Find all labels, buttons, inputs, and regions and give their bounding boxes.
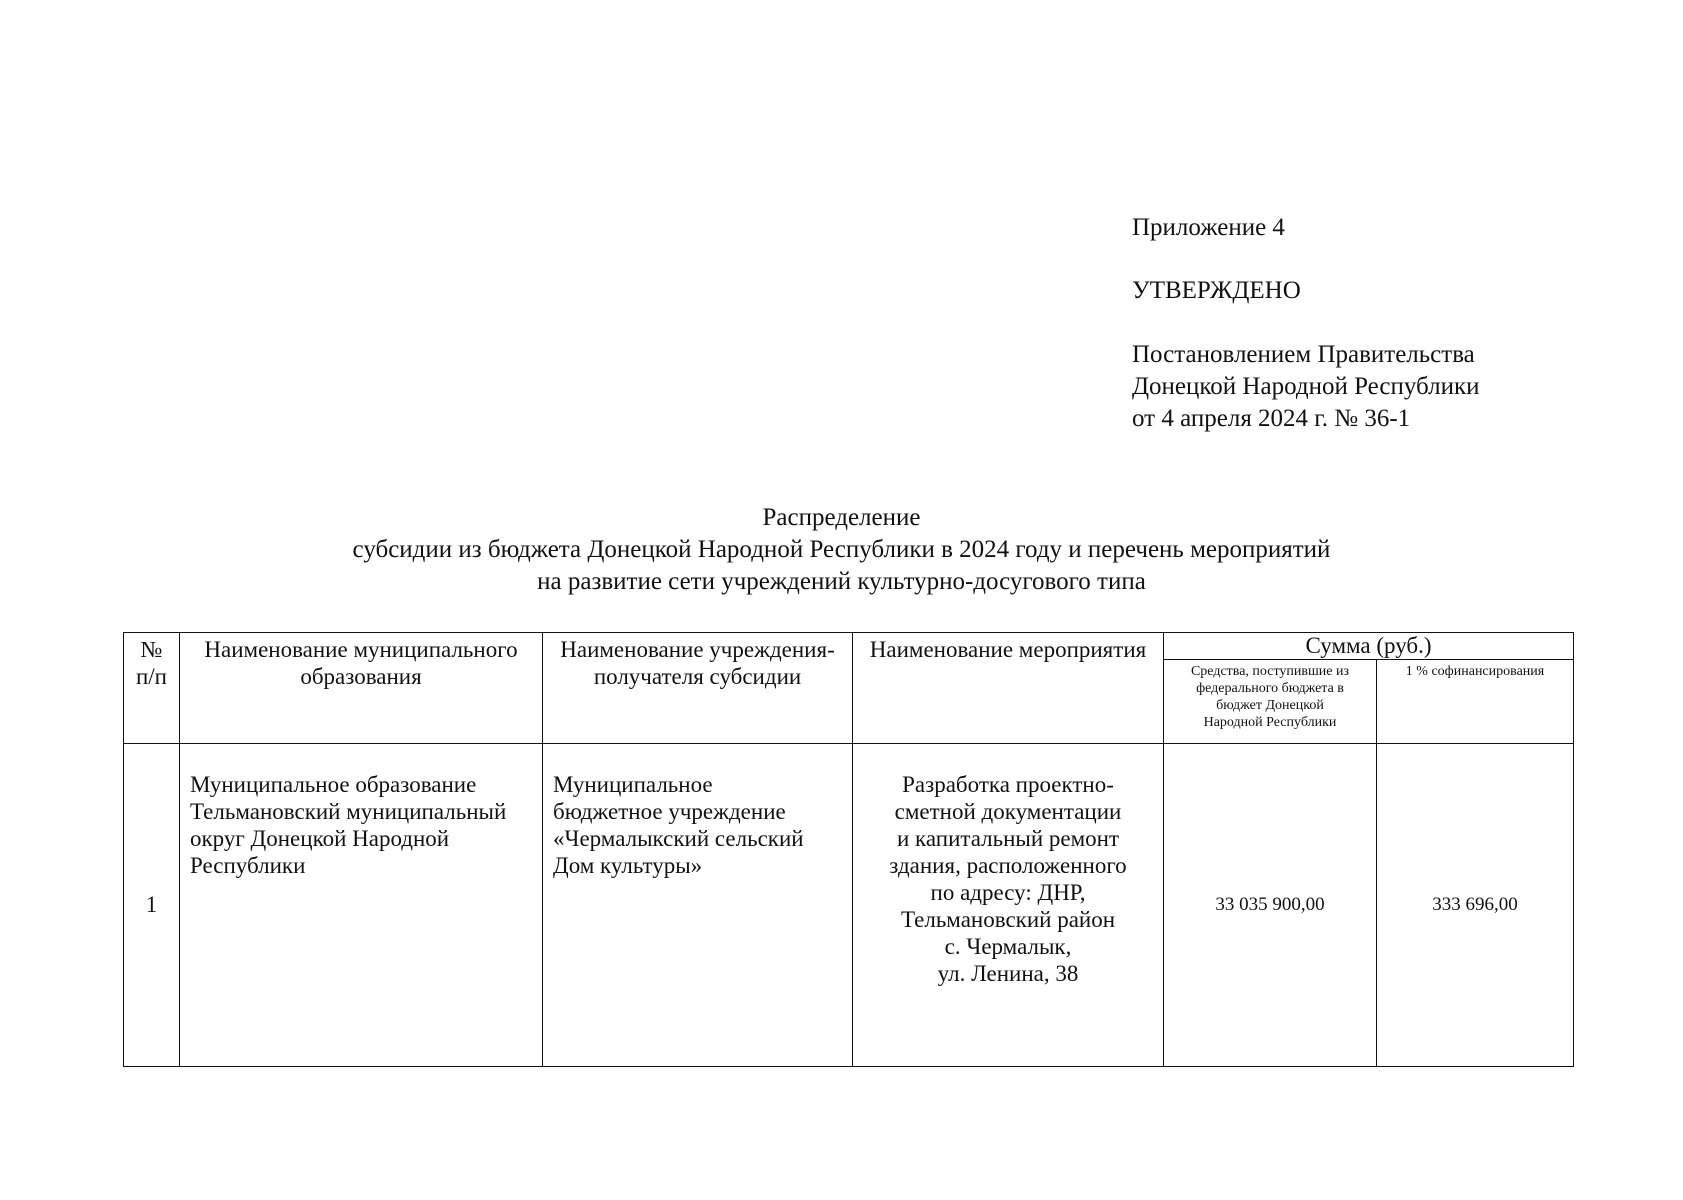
row-institution: Муниципальное бюджетное учреждение «Чермалыкский сельский Дом культуры» bbox=[543, 744, 853, 1067]
title-line-3: на развитие сети учреждений культурно-досугового типа bbox=[537, 568, 1146, 595]
row-event: Разработка проектно- сметной документации и капитальный ремонт здания, расположенного по адресу: ДНР, Тельмановский район с. Чермалык, ул. Ленина, 38 bbox=[853, 744, 1164, 1067]
header-row bbox=[124, 633, 1574, 660]
document-title bbox=[0, 502, 1683, 598]
decree-line-2: Донецкой Народной Республики bbox=[1132, 373, 1480, 400]
title-line-2: субсидии из бюджета Донецкой Народной Республики в 2024 году и перечень мероприятий bbox=[352, 536, 1331, 563]
approval-block bbox=[1132, 212, 1632, 435]
row-federal: 33 035 900,00 bbox=[1164, 744, 1377, 1067]
header-event: Наименование мероприятия bbox=[853, 633, 1164, 744]
header-federal: Средства, поступившие из федерального бюджета в бюджет Донецкой Народной Республики bbox=[1164, 660, 1377, 744]
row-cofinancing: 333 696,00 bbox=[1377, 744, 1574, 1067]
distribution-table bbox=[123, 632, 1574, 1067]
table-row bbox=[124, 744, 1574, 1067]
decree-line-1: Постановлением Правительства bbox=[1132, 341, 1475, 368]
decree-line-3: от 4 апреля 2024 г. № 36-1 bbox=[1132, 405, 1411, 432]
header-num: № п/п bbox=[124, 633, 180, 744]
header-institution: Наименование учреждения- получателя субсидии bbox=[543, 633, 853, 744]
approved-stamp: УТВЕРЖДЕНО bbox=[1132, 277, 1301, 304]
row-num: 1 bbox=[124, 744, 180, 1067]
row-municipality: Муниципальное образование Тельмановский муниципальный округ Донецкой Народной Республики bbox=[180, 744, 543, 1067]
header-municipality: Наименование муниципального образования bbox=[180, 633, 543, 744]
appendix-label: Приложение 4 bbox=[1132, 214, 1285, 241]
header-sum: Сумма (руб.) bbox=[1164, 633, 1574, 660]
title-line-1: Распределение bbox=[762, 504, 921, 531]
header-cofinancing: 1 % софинансирования bbox=[1377, 660, 1574, 744]
